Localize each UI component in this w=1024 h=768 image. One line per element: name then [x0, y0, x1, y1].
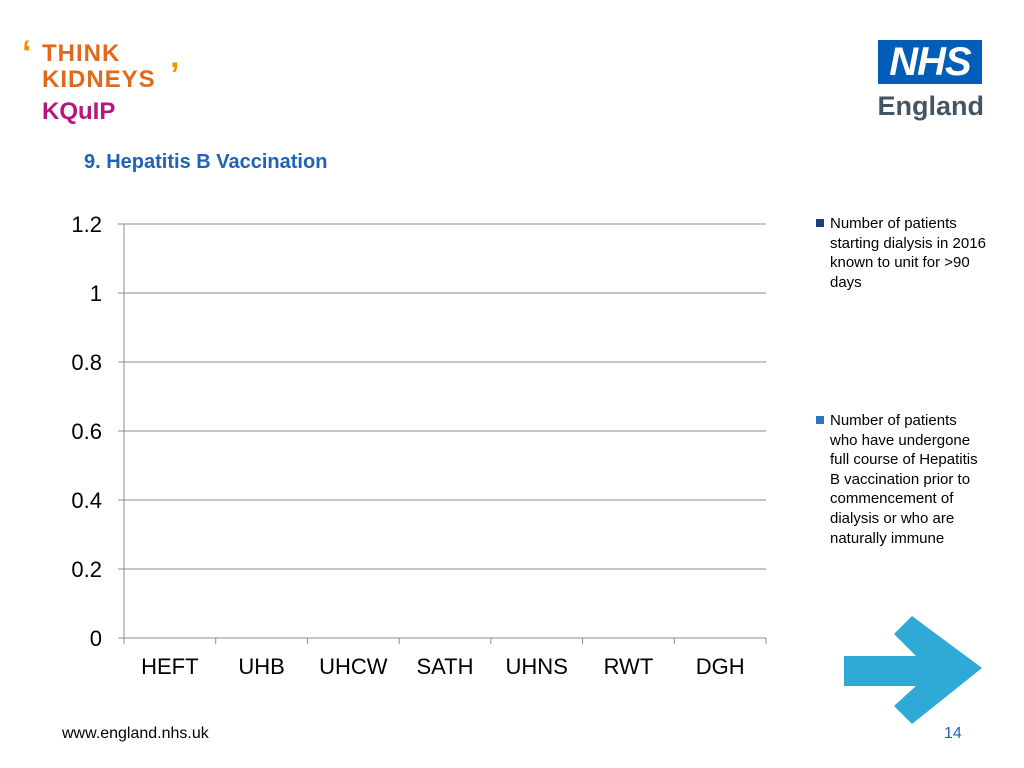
y-tick-label: 0 [89, 626, 102, 651]
x-tick-label: UHNS [505, 654, 568, 679]
nhs-region-label: England [877, 91, 984, 121]
think-kidneys-kquip-logo [22, 34, 192, 130]
nhs-box: NHS [878, 40, 982, 84]
y-tick-label: 0.2 [71, 557, 102, 582]
legend-swatch-series-2 [816, 416, 824, 424]
think-kidneys-quote-open: ‘ [22, 34, 32, 72]
y-tick-label: 0.8 [71, 350, 102, 375]
x-tick-label: SATH [416, 654, 474, 679]
y-axis [71, 212, 124, 651]
legend-label-series-1: Number of patients starting dialysis in 2016 known to unit for >90 days [830, 215, 986, 291]
x-tick-label: DGH [695, 654, 745, 679]
x-tick-label: UHCW [319, 654, 388, 679]
legend-swatch-series-1 [816, 219, 824, 227]
legend-label-series-2: Number of patients who have undergone full course of Hepatitis B vaccination prior to commencement of dialysis or who are naturally immune [830, 412, 978, 547]
page-number: 14 [944, 725, 962, 742]
bar-chart [40, 200, 780, 690]
x-tick-label: RWT [603, 654, 654, 679]
y-tick-label: 0.4 [71, 488, 102, 513]
x-axis [124, 638, 766, 679]
y-tick-label: 1.2 [71, 212, 102, 237]
think-kidneys-line2: KIDNEYS [42, 66, 156, 93]
footer-url[interactable]: www.england.nhs.uk [62, 725, 209, 742]
kquip-label: KQuIP [42, 98, 116, 125]
right-arrow-shape [844, 616, 982, 724]
x-tick-label: UHB [238, 654, 285, 679]
y-tick-label: 0.6 [71, 419, 102, 444]
think-kidneys-quote-close: ’ [170, 56, 180, 94]
think-kidneys-line1: THINK [42, 40, 121, 67]
chart-gridlines [118, 224, 766, 638]
right-arrow-icon[interactable] [844, 616, 984, 726]
nhs-england-logo [876, 40, 984, 124]
x-tick-label: HEFT [141, 654, 199, 679]
slide-title: 9. Hepatitis B Vaccination [84, 151, 328, 173]
y-tick-label: 1 [89, 281, 102, 306]
